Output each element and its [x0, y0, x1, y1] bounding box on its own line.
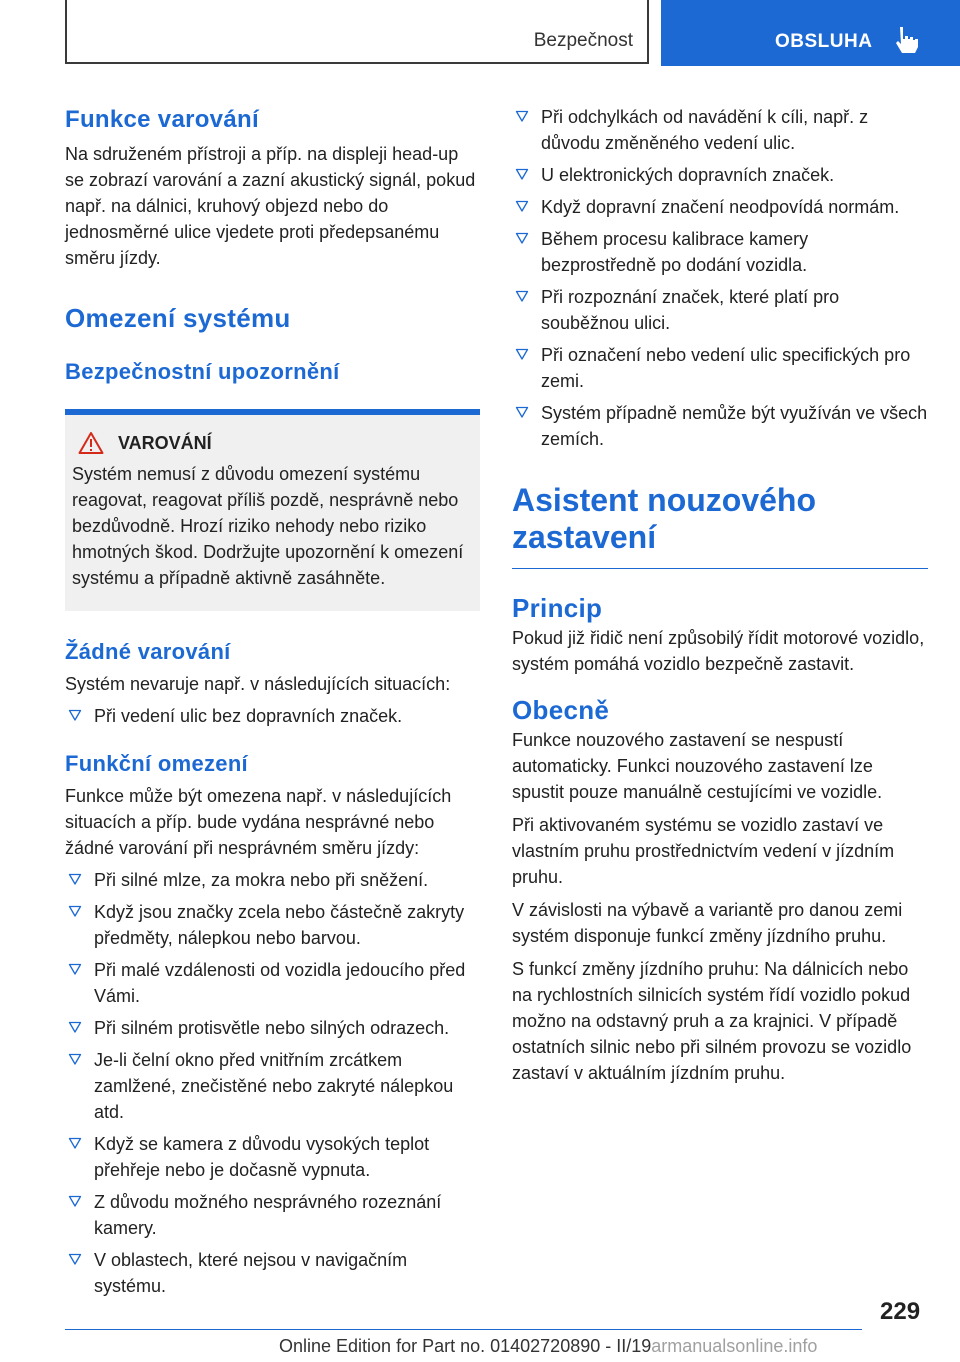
- list-item: [512, 194, 928, 220]
- warning-label: VAROVÁNÍ: [118, 432, 212, 453]
- heading-bezpecnostni-upozorneni: Bezpečnostní upozornění: [65, 359, 340, 384]
- left-column: [65, 100, 480, 1305]
- header-left-box: [65, 0, 649, 64]
- header-tab-label: OBSLUHA: [775, 31, 873, 52]
- list-item: [65, 1131, 480, 1183]
- list-item: [65, 703, 480, 729]
- paragraph-obecne-4: S funkcí změny jízdního pruhu: Na dálnicích nebo na rychlostních silnicích systém řídí vozidlo pokud možno na odstavný pruh a za krajnici. V případě ostatních silnic nebo při silném provozu se vozidlo zastaví v aktuálním jízdním pruhu.: [512, 959, 912, 1083]
- footer-edition-text: Online Edition for Part no. 01402720890 - II/19: [279, 1336, 652, 1356]
- heading-obecne: Obecně: [512, 695, 610, 725]
- bullet-triangle-icon: [68, 904, 82, 918]
- heading-zadne-varovani: Žádné varování: [65, 639, 231, 664]
- list-zadne-varovani: [65, 703, 480, 729]
- warning-text: Systém nemusí z důvodu omezení systému reagovat, reagovat příliš pozdě, nesprávně nebo bezdůvodně. Hrozí riziko nehody nebo riziko hmotných škod. Dodržujte upozornění k omezení systému a případně aktivně zasáhněte.: [72, 464, 464, 588]
- bullet-triangle-icon: [515, 199, 529, 213]
- list-item-text: U elektronických dopravních značek.: [541, 165, 835, 185]
- list-item: [512, 104, 928, 156]
- warning-triangle-icon: [78, 431, 104, 455]
- list-item-text: Systém případně nemůže být využíván ve všech zemích.: [541, 403, 928, 449]
- bullet-triangle-icon: [68, 1252, 82, 1266]
- list-item-text: Při malé vzdálenosti od vozidla jedoucího před Vámi.: [94, 960, 466, 1006]
- list-item-text: Je-li čelní okno před vnitřním zrcátkem zamlžené, znečistěné nebo zakryté nálepkou atd.: [94, 1050, 454, 1122]
- paragraph-funkcni-omezeni-intro: Funkce může být omezena např. v následujících situacích a příp. bude vydána nesprávné nebo žádné varování při nesprávném směru jízdy:: [65, 786, 452, 858]
- list-item: [512, 162, 928, 188]
- list-item: [512, 400, 928, 452]
- list-item-text: V oblastech, které nejsou v navigačním systému.: [94, 1250, 408, 1296]
- right-column: [512, 100, 928, 1086]
- bullet-triangle-icon: [68, 1194, 82, 1208]
- list-item-text: Při odchylkách od navádění k cíli, např. z důvodu změněného vedení ulic.: [541, 107, 869, 153]
- list-funkcni-omezeni: [65, 867, 480, 1299]
- warning-box: [65, 409, 480, 611]
- list-item-text: Z důvodu možného nesprávného rozeznání kamery.: [94, 1192, 442, 1238]
- list-item: [65, 957, 480, 1009]
- bullet-triangle-icon: [515, 109, 529, 123]
- paragraph-funkce-varovani: Na sdruženém přístroji a příp. na displeji head-up se zobrazí varování a zazní akustický signál, pokud např. na dálnici, kruhový objezd nebo do jednosměrné ulice vjedete proti předepsanému směru jízdy.: [65, 144, 476, 268]
- list-item-text: Během procesu kalibrace kamery bezprostředně po dodání vozidla.: [541, 229, 809, 275]
- hand-pointer-icon: [891, 24, 921, 54]
- heading-funkcni-omezeni: Funkční omezení: [65, 751, 248, 776]
- paragraph-obecne-3: V závislosti na výbavě a variantě pro danou zemi systém disponuje funkcí změny jízdního pruhu.: [512, 900, 903, 946]
- list-continued: [512, 104, 928, 452]
- list-item: [65, 1047, 480, 1125]
- list-item: [65, 1189, 480, 1241]
- footer-divider: [65, 1329, 862, 1330]
- bullet-triangle-icon: [515, 231, 529, 245]
- list-item-text: Při silném protisvětle nebo silných odrazech.: [94, 1018, 450, 1038]
- list-item: [65, 1015, 480, 1041]
- paragraph-zadne-varovani-intro: Systém nevaruje např. v následujících situacích:: [65, 674, 451, 694]
- list-item: [65, 899, 480, 951]
- header-tab-obsluha[interactable]: [661, 0, 960, 66]
- paragraph-obecne-2: Při aktivovaném systému se vozidlo zastaví ve vlastním pruhu prostřednictvím vedení v jízdním pruhu.: [512, 815, 895, 887]
- list-item-text: Když dopravní značení neodpovídá normám.: [541, 197, 900, 217]
- list-item: [65, 867, 480, 893]
- bullet-triangle-icon: [68, 1052, 82, 1066]
- list-item-text: Když jsou značky zcela nebo částečně zakryty předměty, nálepkou nebo barvou.: [94, 902, 465, 948]
- list-item-text: Při vedení ulic bez dopravních značek.: [94, 706, 403, 726]
- heading-funkce-varovani: Funkce varování: [65, 106, 259, 133]
- paragraph-obecne-1: Funkce nouzového zastavení se nespustí automaticky. Funkci nouzového zastavení lze spustit pouze manuálně cestujícími ve vozidle.: [512, 730, 883, 802]
- section-divider: [512, 568, 928, 569]
- bullet-triangle-icon: [515, 167, 529, 181]
- bullet-triangle-icon: [515, 405, 529, 419]
- bullet-triangle-icon: [68, 962, 82, 976]
- list-item: [65, 1247, 480, 1299]
- bullet-triangle-icon: [68, 708, 82, 722]
- list-item-text: Při označení nebo vedení ulic specifických pro zemi.: [541, 345, 911, 391]
- footer-edition: [279, 1336, 817, 1357]
- page-number: 229: [880, 1298, 921, 1325]
- warning-title: [72, 431, 472, 455]
- footer-watermark: armanualsonline.info: [651, 1336, 818, 1356]
- list-item-text: Když se kamera z důvodu vysokých teplot přehřeje nebo je dočasně vypnuta.: [94, 1134, 430, 1180]
- list-item: [512, 284, 928, 336]
- bullet-triangle-icon: [515, 289, 529, 303]
- list-item: [512, 342, 928, 394]
- bullet-triangle-icon: [515, 347, 529, 361]
- bullet-triangle-icon: [68, 1020, 82, 1034]
- bullet-triangle-icon: [68, 872, 82, 886]
- heading-asistent-nouzoveho-zastaveni: Asistent nouzového zastavení: [512, 482, 817, 555]
- heading-omezeni-systemu: Omezení systému: [65, 303, 291, 333]
- heading-princip: Princip: [512, 593, 603, 623]
- header-section-title: Bezpečnost: [533, 30, 633, 51]
- list-item: [512, 226, 928, 278]
- list-item-text: Při rozpoznání značek, které platí pro souběžnou ulici.: [541, 287, 840, 333]
- list-item-text: Při silné mlze, za mokra nebo při sněžení.: [94, 870, 429, 890]
- paragraph-princip: Pokud již řidič není způsobilý řídit motorové vozidlo, systém pomáhá vozidlo bezpečně zastavit.: [512, 628, 925, 674]
- bullet-triangle-icon: [68, 1136, 82, 1150]
